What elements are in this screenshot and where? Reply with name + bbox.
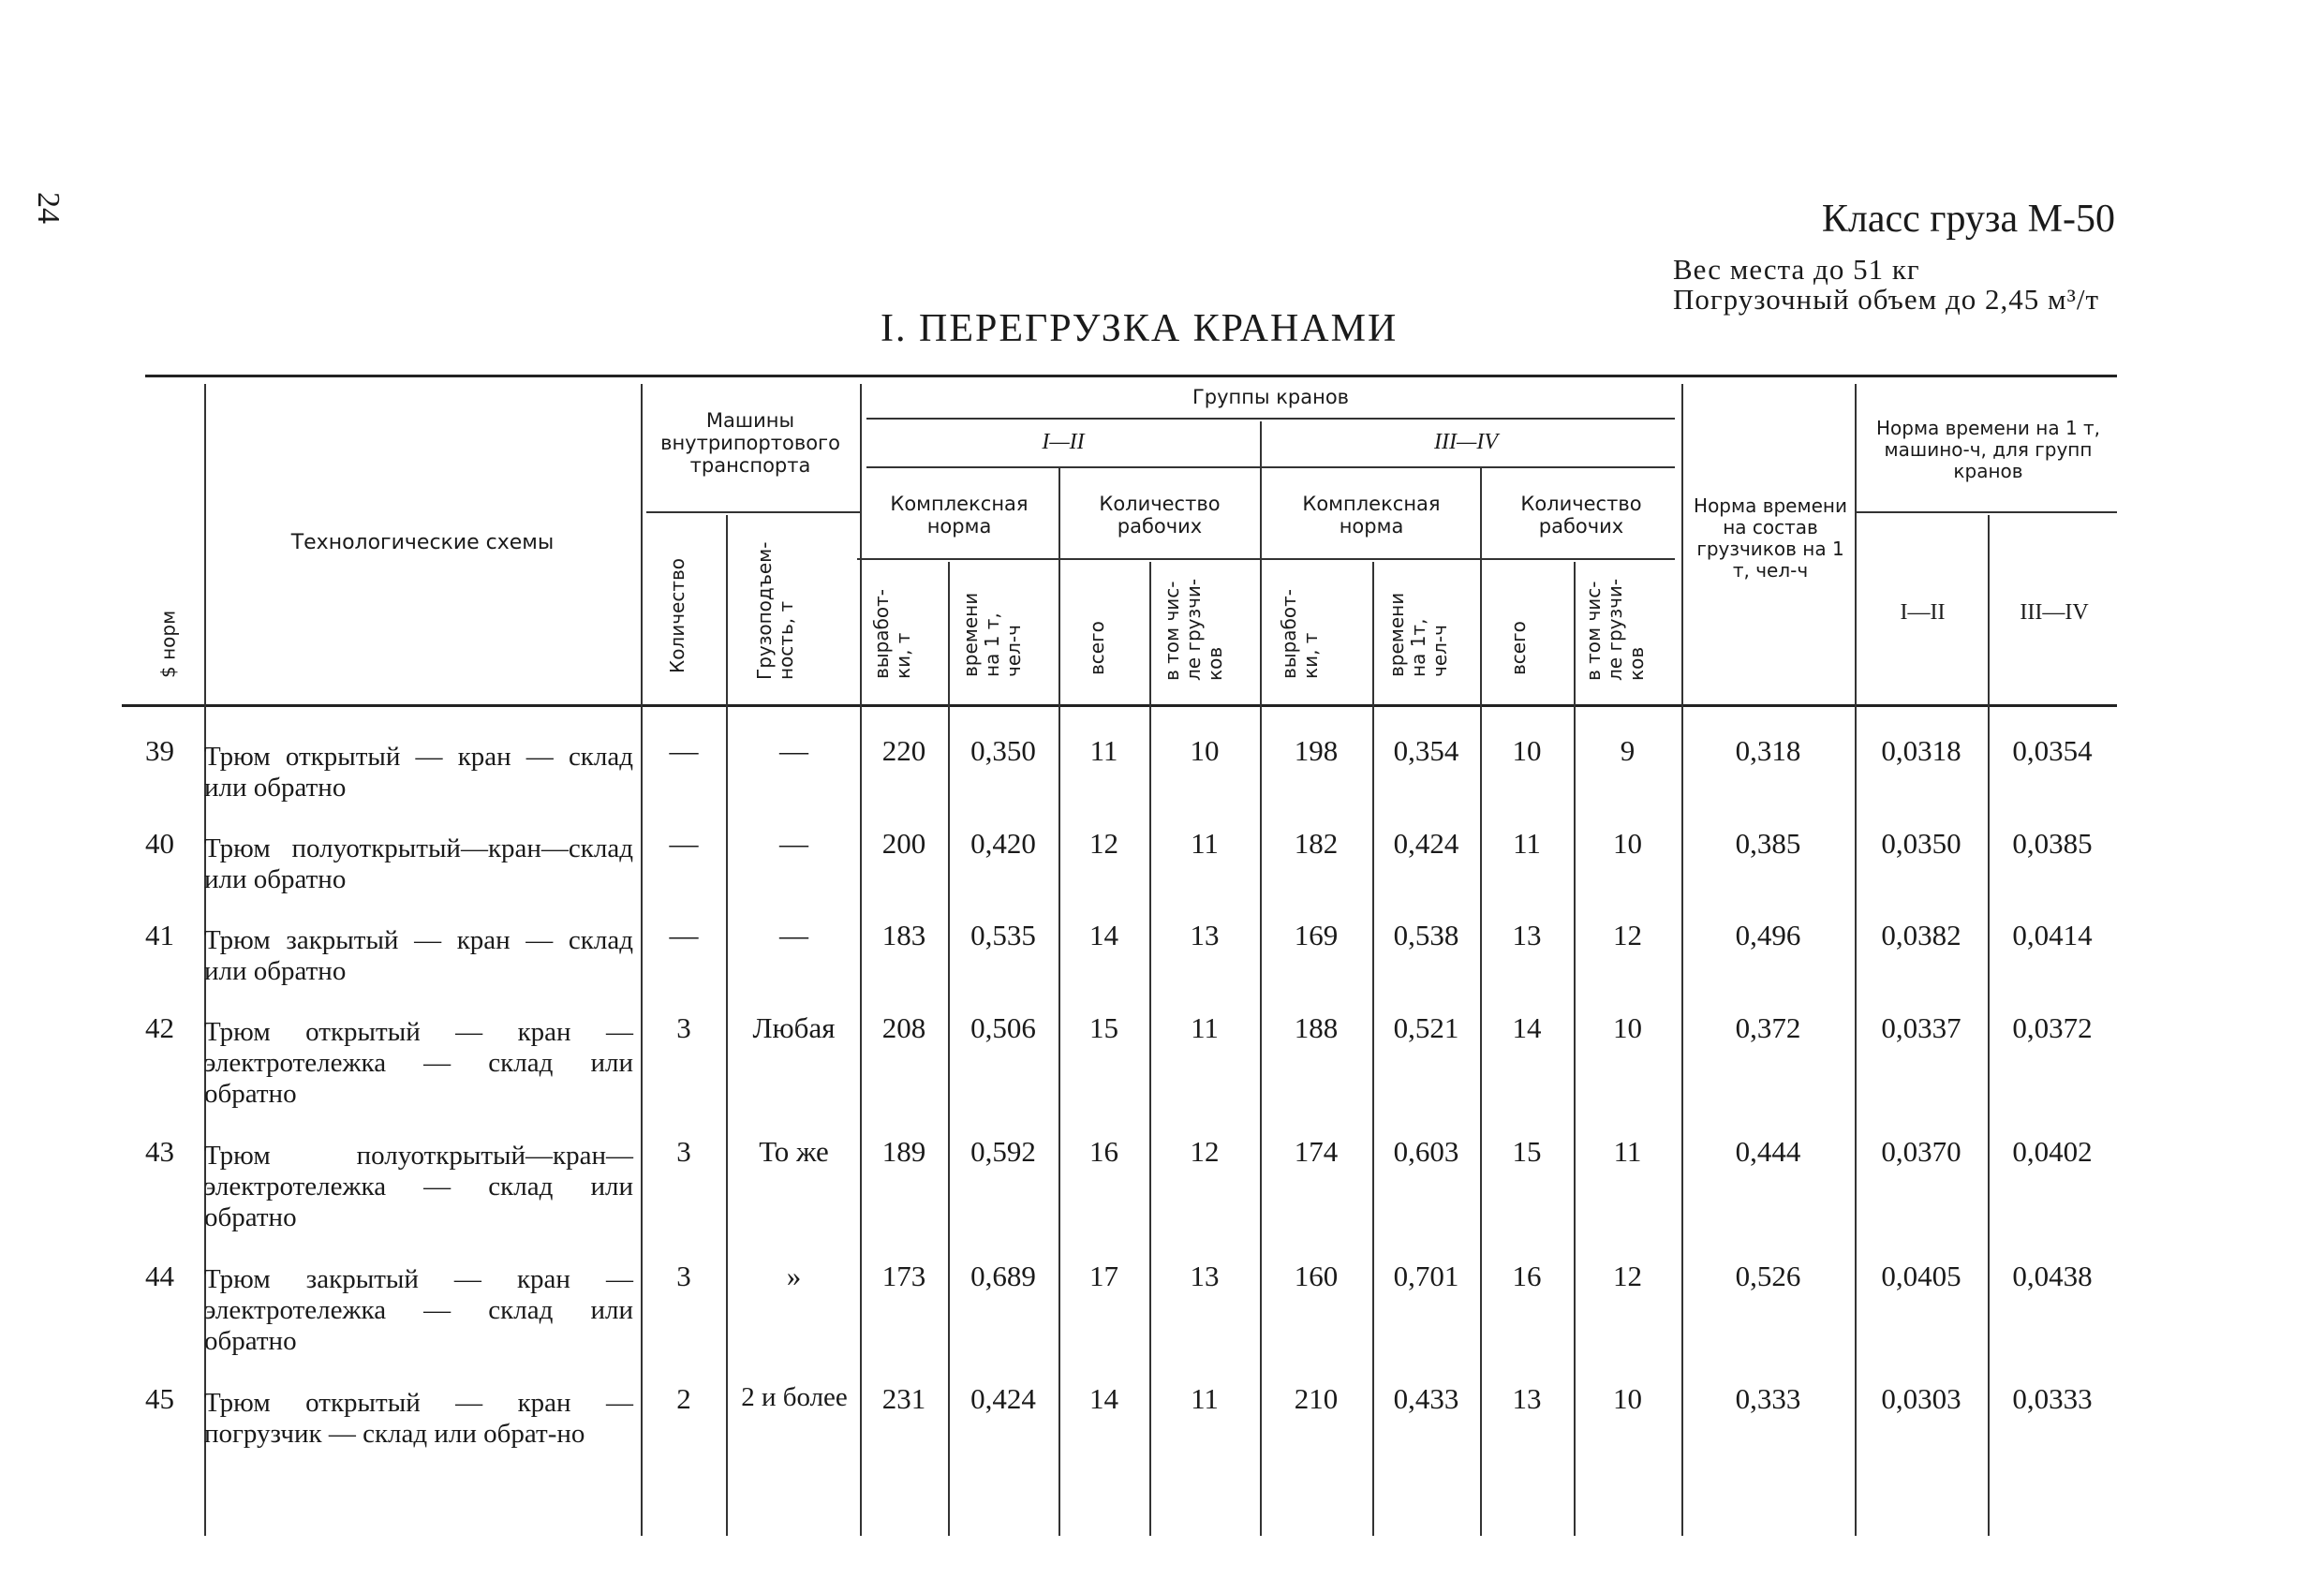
row-43-qty: 3 xyxy=(676,1135,691,1168)
row-40-qty: — xyxy=(669,827,699,860)
row-43-norm-no: 43 xyxy=(145,1135,174,1168)
row-45-loader-norm: 0,333 xyxy=(1735,1382,1801,1415)
header-incl-loaders-2: в том чис- ле грузчи- ков xyxy=(1582,578,1648,682)
row-43-machine-g2: 0,0402 xyxy=(2012,1135,2093,1168)
header-workers-count-2: Количество рабочих xyxy=(1520,492,1642,538)
header-incl-loaders-1: в том чис- ле грузчи- ков xyxy=(1161,578,1226,682)
crane-groups-rule xyxy=(866,418,1675,420)
row-41-loaders-1: 13 xyxy=(1190,919,1220,951)
row-45-capacity: 2 и более xyxy=(741,1382,848,1412)
header-output-2: выработ- ки, т xyxy=(1278,589,1322,680)
header-loader-norm: Норма времени на состав грузчиков на 1 т, чел-ч xyxy=(1694,494,1847,582)
header-schemes: Технологические схемы xyxy=(290,531,555,555)
row-39-total-2: 10 xyxy=(1512,734,1542,767)
header-machine-g1: I—II xyxy=(1900,600,1946,626)
row-42-output-2: 188 xyxy=(1294,1011,1339,1044)
row-45-machine-g2: 0,0333 xyxy=(2012,1382,2093,1415)
row-44-machine-g2: 0,0438 xyxy=(2012,1260,2093,1292)
row-42-capacity: Любая xyxy=(752,1011,836,1044)
row-40-loaders-1: 11 xyxy=(1191,827,1219,860)
row-40-time-2: 0,424 xyxy=(1393,827,1459,860)
row-44-total-2: 16 xyxy=(1512,1260,1542,1292)
row-41-capacity: — xyxy=(779,919,808,951)
row-44-output-2: 160 xyxy=(1294,1260,1339,1292)
row-42-time-1: 0,506 xyxy=(970,1011,1036,1044)
row-40-machine-g1: 0,0350 xyxy=(1881,827,1961,860)
row-41-loaders-2: 12 xyxy=(1613,919,1642,951)
col-rule xyxy=(1681,384,1683,1536)
row-39-machine-g2: 0,0354 xyxy=(2012,734,2093,767)
col-rule xyxy=(1260,421,1262,1536)
row-39-loaders-2: 9 xyxy=(1620,734,1636,767)
row-42-total-1: 15 xyxy=(1089,1011,1118,1044)
row-41-output-1: 183 xyxy=(881,919,926,951)
header-complex-norm-2: Комплексная норма xyxy=(1302,492,1441,538)
row-43-loader-norm: 0,444 xyxy=(1735,1135,1801,1168)
row-44-qty: 3 xyxy=(676,1260,691,1292)
header-time-per-t-2: времени на 1т, чел-ч xyxy=(1385,592,1451,677)
row-45-time-2: 0,433 xyxy=(1393,1382,1459,1415)
header-group-2: III—IV xyxy=(1434,429,1498,454)
row-41-scheme: Трюм закрытый — кран — склад или обратно xyxy=(204,925,633,986)
row-39-loaders-1: 10 xyxy=(1190,734,1220,767)
row-45-loaders-2: 10 xyxy=(1613,1382,1642,1415)
col-rule xyxy=(1480,468,1482,1536)
row-42-total-2: 14 xyxy=(1512,1011,1542,1044)
row-39-scheme: Трюм открытый — кран — склад или обратно xyxy=(204,742,633,803)
header-machines-qty: Количество xyxy=(666,558,688,674)
row-41-machine-g2: 0,0414 xyxy=(2012,919,2093,951)
row-43-scheme: Трюм полуоткрытый—кран—электротележка — склад или обратно xyxy=(204,1141,633,1232)
row-45-output-2: 210 xyxy=(1294,1382,1339,1415)
row-40-total-1: 12 xyxy=(1089,827,1118,860)
row-39-total-1: 11 xyxy=(1089,734,1118,767)
row-44-scheme: Трюм закрытый — кран — электротележка — склад или обратно xyxy=(204,1264,633,1356)
row-40-machine-g2: 0,0385 xyxy=(2012,827,2093,860)
row-43-machine-g1: 0,0370 xyxy=(1881,1135,1961,1168)
row-44-loader-norm: 0,526 xyxy=(1735,1260,1801,1292)
row-40-capacity: — xyxy=(779,827,808,860)
row-39-norm-no: 39 xyxy=(145,734,174,767)
row-42-loaders-2: 10 xyxy=(1613,1011,1642,1044)
row-39-output-2: 198 xyxy=(1294,734,1339,767)
row-41-time-1: 0,535 xyxy=(970,919,1036,951)
row-44-total-1: 17 xyxy=(1089,1260,1118,1292)
header-crane-groups: Группы кранов xyxy=(1192,385,1350,408)
row-40-norm-no: 40 xyxy=(145,827,174,860)
row-44-time-2: 0,701 xyxy=(1393,1260,1459,1292)
row-41-total-2: 13 xyxy=(1512,919,1542,951)
row-44-norm-no: 44 xyxy=(145,1260,174,1292)
row-42-output-1: 208 xyxy=(881,1011,926,1044)
row-45-output-1: 231 xyxy=(881,1382,926,1415)
row-43-time-1: 0,592 xyxy=(970,1135,1036,1168)
row-43-time-2: 0,603 xyxy=(1393,1135,1459,1168)
row-45-total-1: 14 xyxy=(1089,1382,1118,1415)
row-44-capacity: » xyxy=(786,1260,802,1292)
machine-norm-rule xyxy=(1857,511,2117,513)
row-42-machine-g1: 0,0337 xyxy=(1881,1011,1961,1044)
row-43-total-2: 15 xyxy=(1512,1135,1542,1168)
header-bottom-rule xyxy=(122,704,2117,707)
row-45-norm-no: 45 xyxy=(145,1382,174,1415)
row-40-output-2: 182 xyxy=(1294,827,1339,860)
row-40-output-1: 200 xyxy=(881,827,926,860)
cargo-class-title: Класс груза М-50 xyxy=(1821,198,2115,241)
row-41-output-2: 169 xyxy=(1294,919,1339,951)
row-42-loader-norm: 0,372 xyxy=(1735,1011,1801,1044)
header-group-1: I—II xyxy=(1042,429,1085,454)
row-39-time-2: 0,354 xyxy=(1393,734,1459,767)
row-43-loaders-1: 12 xyxy=(1190,1135,1220,1168)
row-40-total-2: 11 xyxy=(1513,827,1541,860)
row-42-time-2: 0,521 xyxy=(1393,1011,1459,1044)
header-complex-norm-1: Комплексная норма xyxy=(890,492,1029,538)
row-42-scheme: Трюм открытый — кран — электротележка — склад или обратно xyxy=(204,1017,633,1109)
header-workers-count-1: Количество рабочих xyxy=(1099,492,1221,538)
row-39-machine-g1: 0,0318 xyxy=(1881,734,1961,767)
page-number: 24 xyxy=(31,192,66,224)
row-42-qty: 3 xyxy=(676,1011,691,1044)
row-44-output-1: 173 xyxy=(881,1260,926,1292)
row-41-qty: — xyxy=(669,919,699,951)
row-44-loaders-2: 12 xyxy=(1613,1260,1642,1292)
header-machines: Машины внутрипортового транспорта xyxy=(660,408,840,478)
col-rule xyxy=(1058,468,1060,1536)
row-40-scheme: Трюм полуоткрытый—кран—склад или обратно xyxy=(204,833,633,894)
row-39-loader-norm: 0,318 xyxy=(1735,734,1801,767)
row-45-total-2: 13 xyxy=(1512,1382,1542,1415)
row-41-machine-g1: 0,0382 xyxy=(1881,919,1961,951)
row-43-capacity: То же xyxy=(759,1135,829,1168)
row-43-output-2: 174 xyxy=(1294,1135,1339,1168)
crane-subgroups-rule xyxy=(866,466,1675,468)
row-43-total-1: 16 xyxy=(1089,1135,1118,1168)
row-42-loaders-1: 11 xyxy=(1191,1011,1219,1044)
row-43-loaders-2: 11 xyxy=(1613,1135,1642,1168)
row-42-norm-no: 42 xyxy=(145,1011,174,1044)
col-rule xyxy=(641,384,643,1536)
header-norm-no: $ норм xyxy=(156,610,180,678)
header-machines-capacity: Грузоподъем- ность, т xyxy=(753,541,797,681)
section-title: I. ПЕРЕГРУЗКА КРАНАМИ xyxy=(881,307,1399,350)
machines-rule xyxy=(646,511,860,513)
row-44-loaders-1: 13 xyxy=(1190,1260,1220,1292)
header-machine-norm: Норма времени на 1 т, машино-ч, для групп кранов xyxy=(1875,416,2101,482)
load-volume-note: Погрузочный объем до 2,45 м³/т xyxy=(1673,283,2100,316)
header-time-per-t-1: времени на 1 т, чел-ч xyxy=(959,592,1025,677)
row-43-output-1: 189 xyxy=(881,1135,926,1168)
row-45-machine-g1: 0,0303 xyxy=(1881,1382,1961,1415)
row-41-time-2: 0,538 xyxy=(1393,919,1459,951)
norm-sub-rule xyxy=(857,558,1675,560)
header-output-1: выработ- ки, т xyxy=(870,589,914,680)
header-total-1: всего xyxy=(1086,621,1108,676)
col-rule xyxy=(1855,384,1857,1536)
row-41-norm-no: 41 xyxy=(145,919,174,951)
row-45-qty: 2 xyxy=(676,1382,691,1415)
header-total-2: всего xyxy=(1507,621,1530,676)
row-39-capacity: — xyxy=(779,734,808,767)
row-44-time-1: 0,689 xyxy=(970,1260,1036,1292)
row-45-time-1: 0,424 xyxy=(970,1382,1036,1415)
col-rule xyxy=(860,384,862,1536)
row-45-scheme: Трюм открытый — кран — погрузчик — склад или обрат-но xyxy=(204,1388,633,1449)
row-39-time-1: 0,350 xyxy=(970,734,1036,767)
unit-weight-note: Вес места до 51 кг xyxy=(1673,253,1920,286)
row-39-output-1: 220 xyxy=(881,734,926,767)
row-44-machine-g1: 0,0405 xyxy=(1881,1260,1961,1292)
row-45-loaders-1: 11 xyxy=(1191,1382,1219,1415)
table-top-rule xyxy=(145,375,2117,377)
row-40-time-1: 0,420 xyxy=(970,827,1036,860)
row-41-total-1: 14 xyxy=(1089,919,1118,951)
row-40-loader-norm: 0,385 xyxy=(1735,827,1801,860)
col-rule xyxy=(726,515,728,1536)
row-39-qty: — xyxy=(669,734,699,767)
row-42-machine-g2: 0,0372 xyxy=(2012,1011,2093,1044)
row-41-loader-norm: 0,496 xyxy=(1735,919,1801,951)
header-machine-g2: III—IV xyxy=(2020,600,2089,626)
row-40-loaders-2: 10 xyxy=(1613,827,1642,860)
